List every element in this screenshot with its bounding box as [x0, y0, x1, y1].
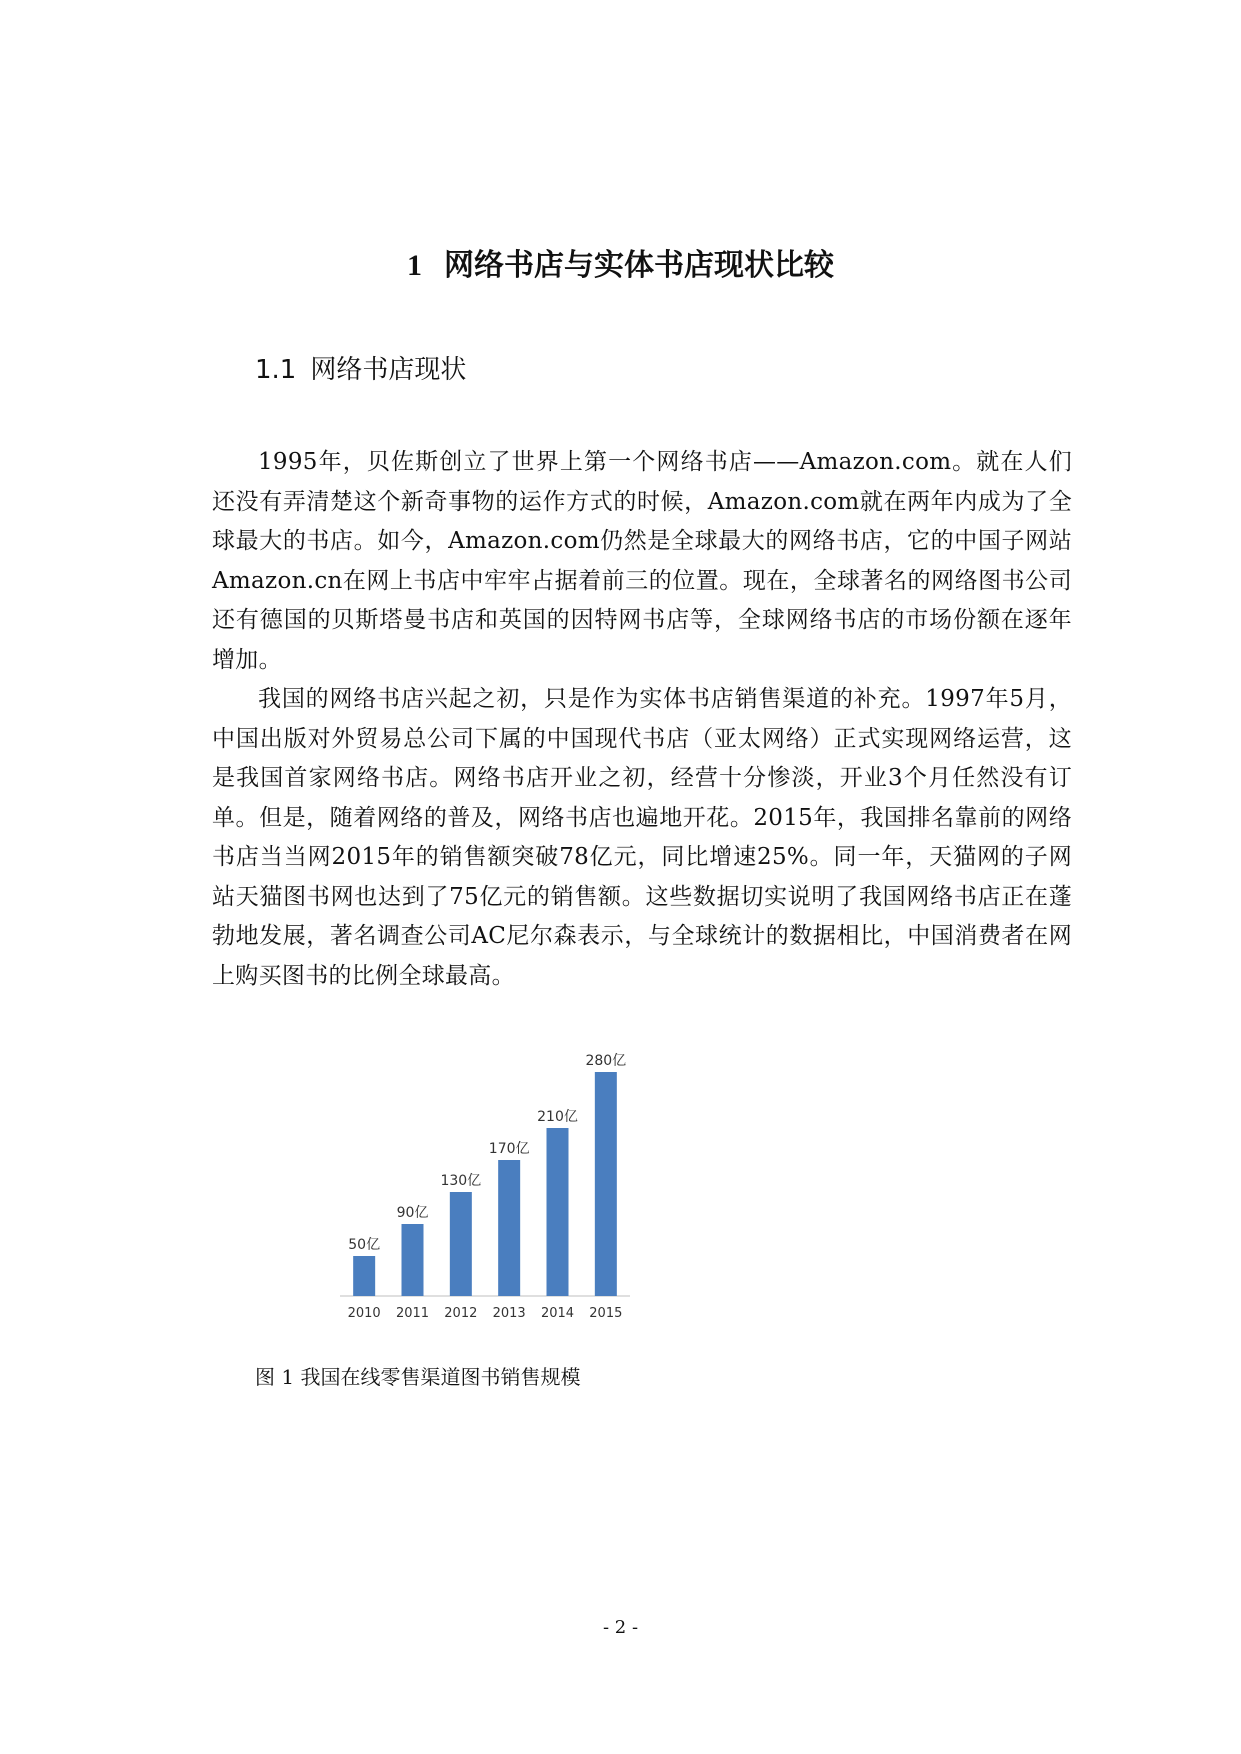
chart-data-label-2010: 50亿	[348, 1237, 381, 1253]
chart-x-tick-2011: 2011	[395, 1306, 430, 1321]
sales-bar-chart	[330, 1040, 640, 1330]
body-text	[212, 443, 1072, 996]
figure-caption: 图 1 我国在线零售渠道图书销售规模	[255, 1365, 581, 1389]
chart-x-tick-2012: 2012	[444, 1306, 478, 1321]
chart-data-label-2013: 170亿	[488, 1141, 530, 1157]
chart-x-tick-2015: 2015	[589, 1306, 623, 1321]
chart-data-label-2012: 130亿	[440, 1173, 482, 1189]
chapter-number: 1	[407, 249, 422, 282]
chapter-title-text: 网络书店与实体书店现状比较	[444, 248, 834, 283]
chart-data-label-2014: 210亿	[537, 1109, 578, 1125]
chart-bar-2012	[450, 1192, 472, 1296]
chart-bar-2010	[353, 1256, 375, 1296]
chart-x-tick-2010: 2010	[347, 1306, 381, 1321]
chart-x-tick-2013: 2013	[492, 1306, 526, 1321]
chart-x-tick-2014: 2014	[540, 1306, 575, 1321]
chart-data-label-2015: 280亿	[585, 1053, 627, 1069]
paragraph-1: 1995年，贝佐斯创立了世界上第一个网络书店——Amazon.com。就在人们还没有弄清楚这个新奇事物的运作方式的时候，Amazon.com就在两年内成为了全球最大的书店。如今，Amazon.com仍然是全球最大的网络书店，它的中国子网站Amazon.cn在网上书店中牢牢占据着前三的位置。现在，全球著名的网络图书公司还有德国的贝斯塔曼书店和英国的因特网书店等，全球网络书店的市场份额在逐年增加。	[212, 449, 1072, 673]
section-title	[255, 352, 466, 388]
paragraph-2: 我国的网络书店兴起之初，只是作为实体书店销售渠道的补充。1997年5月，中国出版对外贸易总公司下属的中国现代书店（亚太网络）正式实现网络运营，这是我国首家网络书店。网络书店开业之初，经营十分惨淡，开业3个月任然没有订单。但是，随着网络的普及，网络书店也遍地开花。2015年，我国排名靠前的网络书店当当网2015年的销售额突破78亿元，同比增速25%。同一年，天猫网的子网站天猫图书网也达到了75亿元的销售额。这些数据切实说明了我国网络书店正在蓬勃地发展，著名调查公司AC尼尔森表示，与全球统计的数据相比，中国消费者在网上购买图书的比例全球最高。	[212, 686, 1072, 989]
chapter-title	[0, 246, 1241, 286]
chart-bar-2014	[547, 1128, 569, 1296]
section-number: 1.1	[255, 355, 297, 385]
chart-bar-2015	[595, 1072, 617, 1296]
chart-data-label-2011: 90亿	[396, 1205, 429, 1221]
chart-svg	[330, 1040, 640, 1330]
page-number: - 2 -	[602, 1617, 639, 1638]
chart-bar-2013	[498, 1160, 520, 1296]
section-title-text: 网络书店现状	[310, 355, 467, 385]
chart-bar-2011	[402, 1224, 424, 1296]
